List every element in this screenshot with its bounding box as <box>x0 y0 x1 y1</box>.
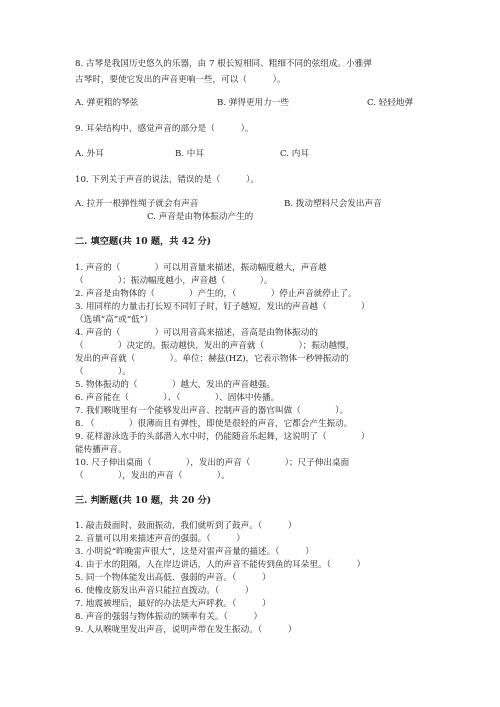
fill-line: 8. （ ）很薄而且有弹性，即使是很轻的声音，它都会产生振动。 <box>75 419 353 429</box>
fill-line: 1. 声音的（ ）可以用音量来描述，振动幅度越大，声音越 <box>75 263 327 273</box>
fill-line: （ ）。 <box>75 367 131 377</box>
q10-option-a: A. 拉开一根弹性绳子就会有声音 <box>75 199 199 209</box>
q8-option-c: C. 轻轻地弹 <box>367 98 414 108</box>
fill-line: 发出的声音就（ ）。单位：赫兹(HZ)，它表示物体一秒钟振动的 <box>75 354 349 364</box>
fill-line: （选填“高”或“低”） <box>75 315 153 325</box>
q8-option-a: A. 弹更粗的琴弦 <box>75 98 139 108</box>
fill-line: （ ）决定的。振动越快，发出的声音就（ ）；振动越慢， <box>75 341 355 351</box>
judge-line: 9. 人从喉咙里发出声音，说明声带在发生振动。（ ） <box>75 625 297 635</box>
fill-line: 2. 声音是由物体的（ ）产生的，（ ）停止声音就停止了。 <box>75 289 357 299</box>
q10-option-c: C. 声音是由物体振动产生的 <box>147 212 254 222</box>
judge-line: 3. 小明说“昨晚雷声很大”，这是对雷声音量的描述。（ ） <box>75 547 314 557</box>
fill-line: 3. 用同样的力量击打长短不同钉子时，钉子越短，发出的声音越（ ） <box>75 302 370 312</box>
q8-stem-line-1: 8. 古琴是我国历史悠久的乐器，由 7 根长短相同、粗细不同的弦组成。小雅弹 <box>75 59 372 69</box>
q9-stem: 9. 耳朵结构中，感觉声音的部分是（ ）。 <box>75 124 254 134</box>
fill-line: （ ）；振动幅度越小，声音越（ ）。 <box>75 276 273 286</box>
q9-option-a: A. 外耳 <box>75 149 104 159</box>
fill-line: 5. 物体振动的（ ）越大，发出的声音越强。 <box>75 380 275 390</box>
fill-line: 6. 声音能在（ ）、（ ）、固体中传播。 <box>75 393 280 403</box>
judge-line: 8. 声音的强弱与物体振动的频率有关。（ ） <box>75 612 263 622</box>
section-true-false-title: 三. 判断题(共 10 题，共 20 分) <box>75 495 212 506</box>
judge-line: 1. 敲击鼓面时，鼓面振动，我们就听到了鼓声。（ ） <box>75 521 297 531</box>
fill-line: 能传播声音。 <box>75 445 127 455</box>
section-fill-blank-title: 二. 填空题(共 10 题，共 42 分) <box>75 236 212 247</box>
q10-option-b: B. 拨动塑料尺会发出声音 <box>284 199 382 209</box>
judge-line: 6. 使橡皮筋发出声音只能拉直拨动。（ ） <box>75 586 254 596</box>
judge-line: 4. 由于水的阻隔，人在岸边讲话，人的声音不能传到鱼的耳朵里。（ ） <box>75 560 366 570</box>
judge-line: 7. 地震被埋后，最好的办法是大声呼救。（ ） <box>75 599 271 609</box>
q8-option-b: B. 弹得更用力一些 <box>217 98 289 108</box>
q10-stem: 10. 下列关于声音的说法，错误的是（ ）。 <box>75 175 259 185</box>
judge-line: 2. 音量可以用来描述声音的强弱。（ ） <box>75 534 245 544</box>
q9-option-b: B. 中耳 <box>175 149 204 159</box>
q8-stem-line-2: 古琴时，要使它发出的声音更响一些，可以（ ）。 <box>75 75 286 85</box>
q9-option-c: C. 内耳 <box>280 149 309 159</box>
fill-line: 4. 声音的（ ）可以用音高来描述，音高是由物体振动的 <box>75 328 318 338</box>
fill-line: （ ），发出的声音（ ）。 <box>75 471 230 481</box>
fill-line: 10. 尺子伸出桌面（ ），发出的声音（ ）；尺子伸出桌面 <box>75 458 350 468</box>
fill-line: 7. 我们喉咙里有一个能够发出声音、控制声音的器官叫做（ ）。 <box>75 406 349 416</box>
fill-line: 9. 花样游泳选手的头部潜入水中时，仍能随音乐起舞，这说明了（ ） <box>75 432 370 442</box>
judge-line: 5. 同一个物体能发出高低、强弱的声音。（ ） <box>75 573 271 583</box>
